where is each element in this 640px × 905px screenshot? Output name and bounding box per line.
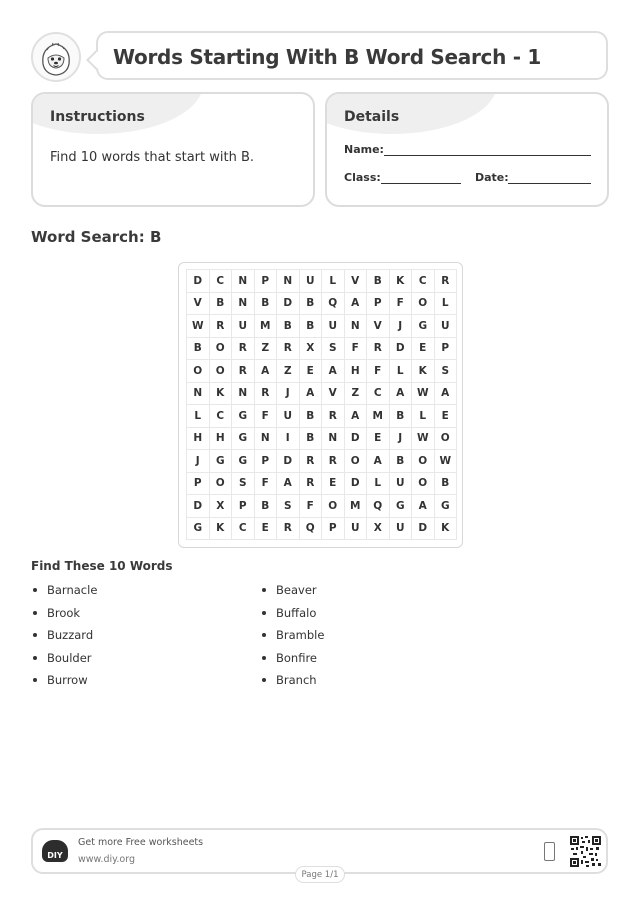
- word-list-title: Find These 10 Words: [31, 559, 173, 573]
- grid-cell: Z: [277, 360, 300, 383]
- grid-cell: P: [322, 518, 345, 541]
- grid-cell: B: [255, 293, 278, 316]
- grid-cell: F: [255, 405, 278, 428]
- word-item: Barnacle: [31, 581, 231, 604]
- grid-cell: F: [345, 338, 368, 361]
- grid-cell: O: [210, 338, 233, 361]
- grid-cell: R: [300, 473, 323, 496]
- class-label: Class:: [344, 171, 381, 184]
- page-title: Words Starting With B Word Search - 1: [113, 45, 541, 69]
- instructions-title: Instructions: [50, 109, 145, 125]
- grid-cell: S: [232, 473, 255, 496]
- grid-cell: Q: [300, 518, 323, 541]
- grid-cell: E: [435, 405, 458, 428]
- grid-cell: A: [277, 473, 300, 496]
- grid-cell: N: [232, 383, 255, 406]
- grid-cell: D: [187, 495, 210, 518]
- grid-cell: A: [322, 360, 345, 383]
- word-item: Brook: [31, 604, 231, 627]
- grid-cell: L: [390, 360, 413, 383]
- grid-cell: S: [277, 495, 300, 518]
- grid-cell: B: [210, 293, 233, 316]
- grid-cell: O: [187, 360, 210, 383]
- grid-cell: R: [232, 360, 255, 383]
- grid-cell: A: [412, 495, 435, 518]
- grid-cell: Z: [345, 383, 368, 406]
- grid-cell: U: [232, 315, 255, 338]
- grid-cell: I: [277, 428, 300, 451]
- grid-cell: C: [232, 518, 255, 541]
- grid-cell: R: [322, 405, 345, 428]
- grid-cell: A: [345, 293, 368, 316]
- grid-cell: Q: [367, 495, 390, 518]
- grid-cell: P: [255, 270, 278, 293]
- grid-cell: E: [300, 360, 323, 383]
- grid-cell: R: [435, 270, 458, 293]
- grid-cell: U: [300, 270, 323, 293]
- word-item: Branch: [260, 671, 460, 694]
- grid-cell: R: [322, 450, 345, 473]
- grid-cell: W: [187, 315, 210, 338]
- grid-cell: N: [187, 383, 210, 406]
- grid-cell: V: [345, 270, 368, 293]
- name-field[interactable]: [384, 155, 591, 156]
- grid-cell: U: [390, 473, 413, 496]
- grid-cell: B: [277, 315, 300, 338]
- grid-cell: F: [390, 293, 413, 316]
- grid-cell: V: [322, 383, 345, 406]
- footer-promo-text: Get more Free worksheets: [78, 837, 204, 848]
- grid-cell: E: [255, 518, 278, 541]
- grid-cell: D: [187, 270, 210, 293]
- grid-cell: K: [210, 518, 233, 541]
- grid-cell: X: [210, 495, 233, 518]
- grid-cell: M: [345, 495, 368, 518]
- word-search-grid-container: [178, 262, 463, 548]
- grid-cell: P: [435, 338, 458, 361]
- grid-cell: G: [232, 405, 255, 428]
- grid-cell: G: [412, 315, 435, 338]
- grid-cell: P: [367, 293, 390, 316]
- grid-cell: V: [187, 293, 210, 316]
- grid-cell: O: [435, 428, 458, 451]
- grid-cell: H: [345, 360, 368, 383]
- instructions-card: [31, 92, 315, 207]
- grid-cell: D: [390, 338, 413, 361]
- grid-cell: N: [322, 428, 345, 451]
- grid-cell: G: [232, 450, 255, 473]
- grid-cell: L: [412, 405, 435, 428]
- page-indicator: Page 1/1: [295, 866, 345, 883]
- grid-cell: K: [435, 518, 458, 541]
- grid-cell: B: [300, 405, 323, 428]
- grid-cell: B: [300, 315, 323, 338]
- grid-cell: N: [345, 315, 368, 338]
- phone-icon: [544, 842, 555, 861]
- grid-cell: U: [322, 315, 345, 338]
- grid-cell: B: [255, 495, 278, 518]
- grid-cell: Q: [322, 293, 345, 316]
- diy-logo[interactable]: DIY: [42, 840, 68, 862]
- word-item: Buzzard: [31, 626, 231, 649]
- grid-cell: D: [412, 518, 435, 541]
- grid-cell: A: [390, 383, 413, 406]
- grid-cell: S: [435, 360, 458, 383]
- grid-cell: N: [255, 428, 278, 451]
- grid-cell: H: [210, 428, 233, 451]
- grid-cell: O: [322, 495, 345, 518]
- class-field[interactable]: [381, 183, 461, 184]
- grid-cell: R: [277, 338, 300, 361]
- grid-cell: A: [367, 450, 390, 473]
- grid-cell: L: [322, 270, 345, 293]
- grid-cell: U: [277, 405, 300, 428]
- mascot-avatar: [31, 32, 81, 82]
- grid-cell: R: [255, 383, 278, 406]
- grid-cell: O: [210, 360, 233, 383]
- word-list-left: [31, 581, 231, 694]
- details-card: [325, 92, 609, 207]
- grid-cell: B: [390, 405, 413, 428]
- grid-cell: W: [412, 428, 435, 451]
- date-label: Date:: [475, 171, 509, 184]
- grid-cell: R: [367, 338, 390, 361]
- grid-cell: J: [390, 428, 413, 451]
- grid-cell: G: [187, 518, 210, 541]
- grid-cell: F: [300, 495, 323, 518]
- date-field[interactable]: [508, 183, 591, 184]
- grid-cell: E: [367, 428, 390, 451]
- yeti-mascot-icon: [33, 34, 79, 80]
- word-list-right: [260, 581, 460, 694]
- grid-cell: C: [367, 383, 390, 406]
- grid-cell: A: [300, 383, 323, 406]
- grid-cell: A: [435, 383, 458, 406]
- grid-cell: V: [367, 315, 390, 338]
- grid-cell: E: [322, 473, 345, 496]
- grid-cell: R: [232, 338, 255, 361]
- grid-cell: B: [390, 450, 413, 473]
- grid-cell: O: [412, 450, 435, 473]
- grid-cell: G: [232, 428, 255, 451]
- grid-cell: C: [210, 270, 233, 293]
- grid-cell: J: [187, 450, 210, 473]
- grid-cell: R: [300, 450, 323, 473]
- grid-cell: W: [435, 450, 458, 473]
- grid-cell: O: [345, 450, 368, 473]
- name-label: Name:: [344, 143, 384, 156]
- word-item: Beaver: [260, 581, 460, 604]
- grid-cell: E: [412, 338, 435, 361]
- grid-cell: N: [277, 270, 300, 293]
- grid-cell: B: [187, 338, 210, 361]
- grid-cell: M: [367, 405, 390, 428]
- word-item: Bramble: [260, 626, 460, 649]
- grid-cell: N: [232, 270, 255, 293]
- grid-cell: K: [210, 383, 233, 406]
- footer-url-link[interactable]: www.diy.org: [78, 854, 135, 865]
- word-search-grid: [186, 269, 457, 540]
- grid-cell: B: [300, 293, 323, 316]
- grid-cell: U: [435, 315, 458, 338]
- grid-cell: M: [255, 315, 278, 338]
- title-banner: [96, 31, 608, 80]
- grid-cell: D: [277, 293, 300, 316]
- word-item: Burrow: [31, 671, 231, 694]
- grid-cell: P: [232, 495, 255, 518]
- grid-cell: R: [210, 315, 233, 338]
- grid-cell: Z: [255, 338, 278, 361]
- grid-cell: F: [255, 473, 278, 496]
- grid-cell: O: [210, 473, 233, 496]
- grid-cell: N: [232, 293, 255, 316]
- grid-cell: H: [187, 428, 210, 451]
- grid-cell: K: [390, 270, 413, 293]
- grid-cell: U: [390, 518, 413, 541]
- grid-cell: X: [300, 338, 323, 361]
- instructions-text: Find 10 words that start with B.: [50, 150, 255, 165]
- grid-cell: R: [277, 518, 300, 541]
- grid-cell: K: [412, 360, 435, 383]
- grid-cell: B: [435, 473, 458, 496]
- grid-cell: D: [277, 450, 300, 473]
- grid-cell: A: [255, 360, 278, 383]
- grid-cell: X: [367, 518, 390, 541]
- grid-cell: G: [210, 450, 233, 473]
- details-title: Details: [344, 109, 400, 125]
- grid-cell: F: [367, 360, 390, 383]
- grid-cell: B: [367, 270, 390, 293]
- grid-cell: L: [367, 473, 390, 496]
- grid-cell: G: [435, 495, 458, 518]
- word-item: Bonfire: [260, 649, 460, 672]
- grid-cell: W: [412, 383, 435, 406]
- grid-cell: B: [300, 428, 323, 451]
- grid-cell: J: [277, 383, 300, 406]
- word-item: Buffalo: [260, 604, 460, 627]
- grid-cell: O: [412, 293, 435, 316]
- grid-cell: U: [345, 518, 368, 541]
- grid-cell: S: [322, 338, 345, 361]
- grid-cell: L: [187, 405, 210, 428]
- grid-cell: G: [390, 495, 413, 518]
- word-search-title: Word Search: B: [31, 228, 162, 246]
- grid-cell: P: [187, 473, 210, 496]
- grid-cell: O: [412, 473, 435, 496]
- grid-cell: A: [345, 405, 368, 428]
- grid-cell: D: [345, 428, 368, 451]
- grid-cell: L: [435, 293, 458, 316]
- grid-cell: C: [412, 270, 435, 293]
- grid-cell: P: [255, 450, 278, 473]
- word-item: Boulder: [31, 649, 231, 672]
- qr-code-icon[interactable]: [570, 836, 601, 867]
- grid-cell: C: [210, 405, 233, 428]
- grid-cell: D: [345, 473, 368, 496]
- grid-cell: J: [390, 315, 413, 338]
